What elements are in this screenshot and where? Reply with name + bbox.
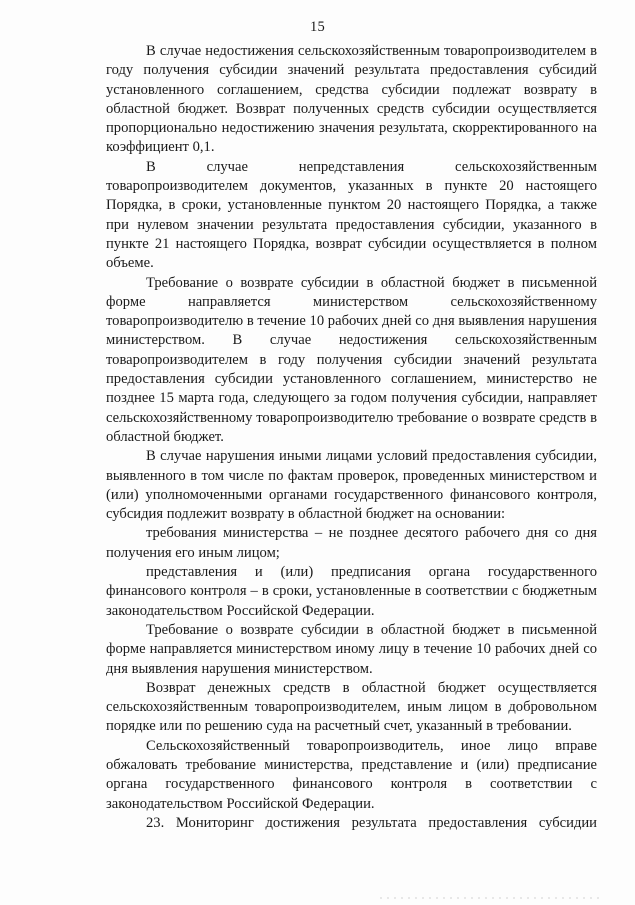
paragraph-control-body-order: представления и (или) предписания органа государственного финансового контроля – в сроки, установленные в соответствии с бюджетным законодательством Российской Федерации. — [106, 564, 597, 619]
paragraph-refund-full: В случае непредставления сельскохозяйственным товаропроизводителем документов, указанных в пункте 20 настоящего Порядка, в сроки, установленные пунктом 20 настоящего Порядка, а также при нулевом значении результата предоставления субсидии, указанного в пункте 21 настоящего Порядка, возврат субсидии осуществляется в полном объеме. — [106, 158, 597, 272]
paragraph-appeal-right: Сельскохозяйственный товаропроизводитель, иное лицо вправе обжаловать требование министерства, представление и (или) предписание органа государственного финансового контроля в соответствии с законодательством Российской Федерации. — [106, 737, 597, 812]
paragraph-refund-demand: Требование о возврате субсидии в областной бюджет в письменной форме направляется министерством сельскохозяйственному товаропроизводителю в течение 10 рабочих дней со дня выявления нарушения министерством. В случае недостижения сельскохозяйственным товаропроизводителем в году получения субсидии значений результата предоставления субсидии установленного соглашением, министерство не позднее 15 марта года, следующего за годом получения субсидии, направляет сельскохозяйственному товаропроизводителю требование о возврате средств в областной бюджет. — [106, 274, 597, 445]
paragraph-ministry-demand: требования министерства – не позднее десятого рабочего дня со дня получения его иным лицом; — [106, 525, 597, 561]
paragraph-section-23-heading: 23. Мониторинг достижения результата предоставления субсидии — [146, 814, 597, 831]
page-number: 15 — [309, 19, 326, 35]
paragraph-refund-underachievement: В случае недостижения сельскохозяйственным товаропроизводителем в году получения субсидии значений результата предоставления субсидий установленного соглашением, средства субсидии подлежат возврату в областной бюджет. Возврат полученных средств субсидии осуществляется пропорционально недостижению значения результата, скорректированного на коэффициент 0,1. — [106, 43, 597, 156]
scan-artifact — [380, 897, 600, 899]
paragraph-other-persons-violation: В случае нарушения иными лицами условий предоставления субсидии, выявленного в том числе по фактам проверок, проведенных министерством и (или) уполномоченными органами государственного финансового контроля, субсидия подлежит возврату в областной бюджет на основании: — [106, 448, 597, 523]
document-body — [106, 42, 597, 833]
paragraph-voluntary-return: Возврат денежных средств в областной бюджет осуществляется сельскохозяйственным товаропроизводителем, иным лицом в добровольном порядке или по решению суда на расчетный счет, указанный в требовании. — [106, 679, 597, 735]
paragraph-demand-to-other-person: Требование о возврате субсидии в областной бюджет в письменной форме направляется министерством иному лицу в течение 10 рабочих дней со дня выявления нарушения министерством. — [106, 621, 597, 677]
